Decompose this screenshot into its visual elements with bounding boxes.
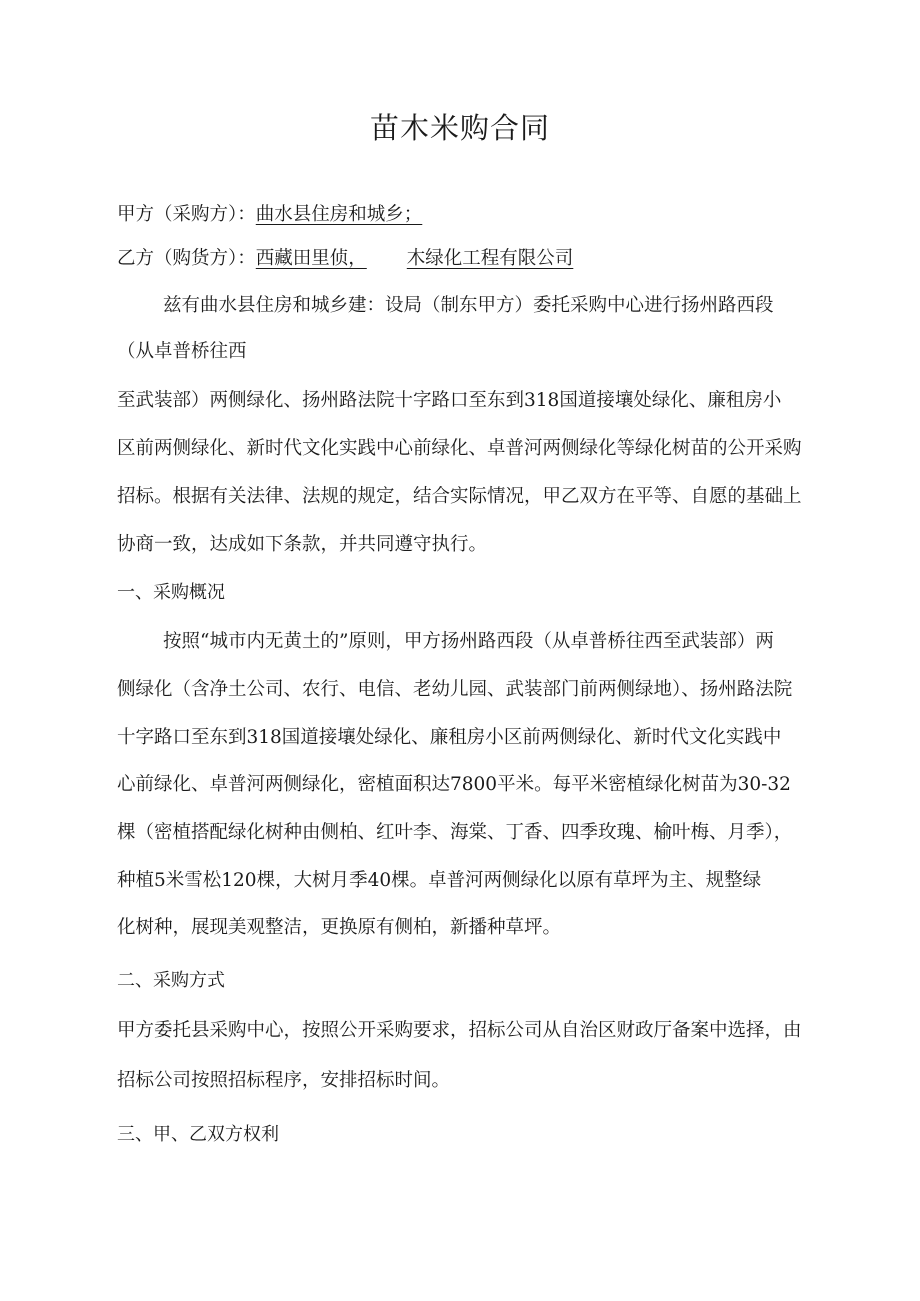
section-1-line-4: 心前绿化、卓普河两侧绿化，密植面积达7800平米。每平米密植绿化树苗为30-32 (117, 774, 791, 795)
party-a-line (117, 200, 857, 230)
party-b-label: 乙方（购货方）： (117, 248, 256, 269)
party-b-value-underlined (256, 248, 574, 269)
section-3-heading: 三、甲、乙双方权利 (117, 1124, 279, 1145)
intro-line-2: （从卓普桥往西 (117, 341, 247, 362)
section-2-heading: 二、采购方式 (117, 970, 225, 991)
party-a-value: 曲水县住房和城乡； (255, 204, 423, 225)
section-1-heading: 一、采购概况 (117, 582, 225, 603)
party-b-value-part2: 木绿化工程有限公司 (406, 248, 574, 269)
intro-line-1: 兹有曲水县住房和城乡建：设局（制东甲方）委托采购中心进行扬州路西段 (163, 295, 774, 316)
party-b-line (117, 244, 857, 274)
section-2-line-2: 招标公司按照招标程序，安排招标时间。 (117, 1070, 451, 1091)
party-a-label: 甲方（采购方）： (117, 204, 256, 225)
section-1-line-5: 棵（密植搭配绿化树种由侧柏、红叶李、海棠、丁香、四季玫瑰、榆叶梅、月季）， (117, 822, 793, 843)
intro-line-5: 招标。根据有关法律、法规的规定，结合实际情况，甲乙双方在平等、自愿的基础上 (117, 486, 802, 507)
section-2-line-1: 甲方委托县采购中心，按照公开采购要求，招标公司从自治区财政厅备案中选择，由 (117, 1020, 802, 1041)
intro-line-4: 区前两侧绿化、新时代文化实践中心前绿化、卓普河两侧绿化等绿化树苗的公开采购 (117, 438, 802, 459)
intro-line-6: 协商一致，达成如下条款，并共同遵守执行。 (117, 534, 488, 555)
section-1-line-2: 侧绿化（含净土公司、农行、电信、老幼儿园、武装部门前两侧绿地）、扬州路法院 (117, 679, 793, 700)
section-1-line-7: 化树种，展现美观整洁，更换原有侧柏，新播种草坪。 (117, 917, 562, 938)
section-1-line-6: 种植5米雪松120棵，大树月季40棵。卓普河两侧绿化以原有草坪为主、规整绿 (117, 870, 762, 891)
party-b-value-part1: 西藏田里侦， (255, 248, 367, 269)
section-1-line-1: 按照“城市内无黄土的”原则，甲方扬州路西段（从卓普桥往西至武装部）两 (163, 631, 774, 652)
section-1-line-3: 十字路口至东到318国道接壤处绿化、廉租房小区前两侧绿化、新时代文化实践中 (117, 727, 782, 748)
document-title: 苗木米购合同 (369, 111, 550, 145)
intro-line-3: 至武装部）两侧绿化、扬州路法院十字路口至东到318国道接壤处绿化、廉租房小 (117, 390, 782, 411)
